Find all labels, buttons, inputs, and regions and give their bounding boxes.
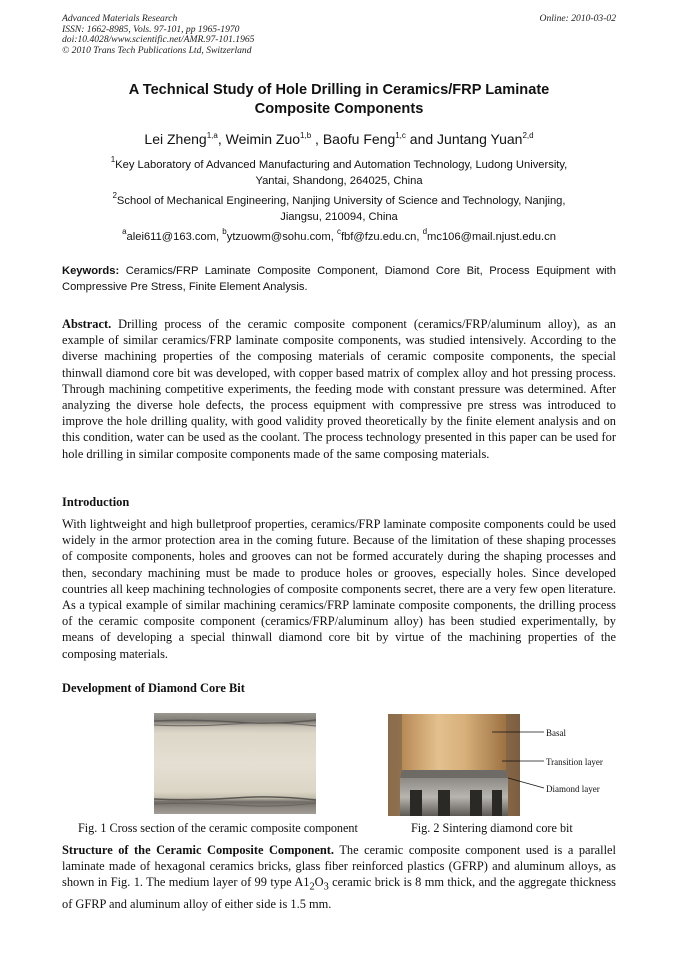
affiliation-line: Yantai, Shandong, 264025, China: [255, 175, 423, 187]
core-bit-photo: [388, 714, 618, 816]
formula-part: A1: [294, 875, 310, 890]
structure-text-1: The ceramic composite component used is a parallel laminate made of hexagonal ceramics bricks, glass fiber reinforced plastics (GFRP) and aluminum alloys, as shown in Fig. 1. The medium layer of 99 type: [62, 843, 617, 890]
author-separator: ,: [311, 131, 323, 147]
email-sup: b: [222, 227, 227, 236]
figure-1-image: [154, 713, 316, 814]
journal-name: Advanced Materials Research: [62, 13, 178, 24]
author-sup: 1,c: [395, 131, 406, 140]
email-sup: c: [336, 227, 341, 236]
email-separator: ,: [330, 231, 337, 243]
introduction-heading: Introduction: [62, 495, 130, 509]
author-list: [62, 130, 616, 148]
author-name: Weimin Zuo: [225, 131, 301, 147]
doi-line: doi:10.4028/www.scientific.net/AMR.97-101.1965: [62, 34, 255, 46]
email-sup: a: [122, 227, 127, 236]
affiliation-2: [62, 193, 616, 225]
email-list: [62, 229, 616, 245]
copyright-line: © 2010 Trans Tech Publications Ltd, Switzerland: [62, 44, 252, 56]
keywords-label: Keywords:: [62, 265, 120, 277]
author-name: Juntang Yuan: [437, 131, 523, 147]
introduction-paragraph: With lightweight and high bulletproof properties, ceramics/FRP laminate composite components could be used widely in the armor protection area in the coming future. Because of the limitation of these shaping processes of composite components, holes and grooves can not be formed accurately during the shaping processes and then, secondary machining must be made to produce holes or grooves, especially holes. Since developed countries all keep machining technologies of composite components secret, there are a very few open literature. As a typical example of similar machining ceramics/FRP laminate composite components, the drilling process of the ceramic composite component (ceramics/FRP/aluminum alloy) has been studied experimentally, by means of developing a special thinwall diamond core bit by virtue of the machining properties of the composing materials.: [62, 517, 616, 661]
author-sup: 1,b: [300, 131, 312, 140]
affiliation-1: [62, 157, 616, 189]
author-sup: 2,d: [522, 131, 534, 140]
formula-subscript: 3: [323, 881, 329, 893]
figure-2-image: [388, 714, 618, 816]
title-line-2: Composite Components: [254, 101, 424, 117]
author-sup: 1,a: [206, 131, 218, 140]
structure-paragraph: [62, 842, 616, 912]
fig2-label-transition: Transition layer: [546, 757, 603, 767]
email-separator: ,: [216, 231, 223, 243]
keywords-paragraph: [62, 264, 616, 295]
title-line-1: A Technical Study of Hole Drilling in Ceramics/FRP Laminate: [128, 82, 550, 98]
development-heading: Development of Diamond Core Bit: [62, 681, 245, 695]
abstract-paragraph: [62, 316, 616, 462]
email-link[interactable]: alei611@163.com: [126, 231, 217, 243]
paper-title: [62, 81, 616, 119]
email-link[interactable]: mc106@mail.njust.edu.cn: [427, 231, 556, 243]
author-separator: ,: [217, 131, 226, 147]
keywords-text: Ceramics/FRP Laminate Composite Component, Diamond Core Bit, Process Equipment with Compressive Pre Stress, Finite Element Analysis.: [62, 265, 616, 293]
affiliation-line: School of Mechanical Engineering, Nanjing University of Science and Technology, Nanjing,: [116, 195, 566, 207]
abstract-label: Abstract.: [62, 317, 112, 331]
figure-2-caption: Fig. 2 Sintering diamond core bit: [411, 821, 573, 835]
fig2-label-basal: Basal: [546, 728, 566, 738]
structure-label: Structure of the Ceramic Composite Component.: [62, 843, 335, 857]
author-name: Baofu Feng: [322, 131, 396, 147]
cross-section-photo: [154, 713, 316, 814]
issn-line: ISSN: 1662-8985, Vols. 97-101, pp 1965-1970: [62, 23, 240, 35]
online-date: Online: 2010-03-02: [539, 13, 616, 24]
abstract-text: Drilling process of the ceramic composite component (ceramics/FRP/aluminum alloy), as an example of similar ceramics/FRP laminate composite components, was studied intensively. According to the diverse machining properties of the composing materials of ceramic composite components, the special thinwall diamond core bit was developed, with copper based matrix of complex alloy and hot pressing process. Through machining competitive experiments, the feeding mode with constant pressure was determined. After analyzing the diverse hole defects, the process equipment with compressive pre stress was introduced to improve the hole drilling quality, with good validity proved theoretically by the finite element analysis and on this condition, water can be used as the coolant. The process technology presented in this paper can be used for hole drilling in similar composite components made of the same composing materials.: [62, 317, 616, 461]
figure-1-caption: Fig. 1 Cross section of the ceramic composite component: [78, 821, 358, 835]
structure-text-2: ceramic brick is 8 mm thick, and the aggregate thickness of GFRP and aluminum alloy of either side is 1.5 mm.: [62, 875, 616, 912]
formula-subscript: 2: [309, 881, 315, 893]
author-name: Lei Zheng: [144, 131, 207, 147]
email-sup: d: [422, 227, 428, 236]
affiliation-line: Jiangsu, 210094, China: [280, 211, 398, 223]
email-link[interactable]: fbf@fzu.edu.cn: [340, 231, 417, 243]
author-separator: and: [405, 131, 438, 147]
affiliation-sup: 2: [112, 191, 117, 200]
affiliation-sup: 1: [110, 155, 116, 164]
affiliation-line: Key Laboratory of Advanced Manufacturing and Automation Technology, Ludong University,: [115, 159, 568, 171]
fig2-label-diamond: Diamond layer: [546, 784, 600, 794]
publication-header: [62, 14, 616, 56]
formula-part: O: [314, 875, 324, 890]
email-link[interactable]: ytzuowm@sohu.com: [226, 231, 331, 243]
email-separator: ,: [416, 231, 423, 243]
